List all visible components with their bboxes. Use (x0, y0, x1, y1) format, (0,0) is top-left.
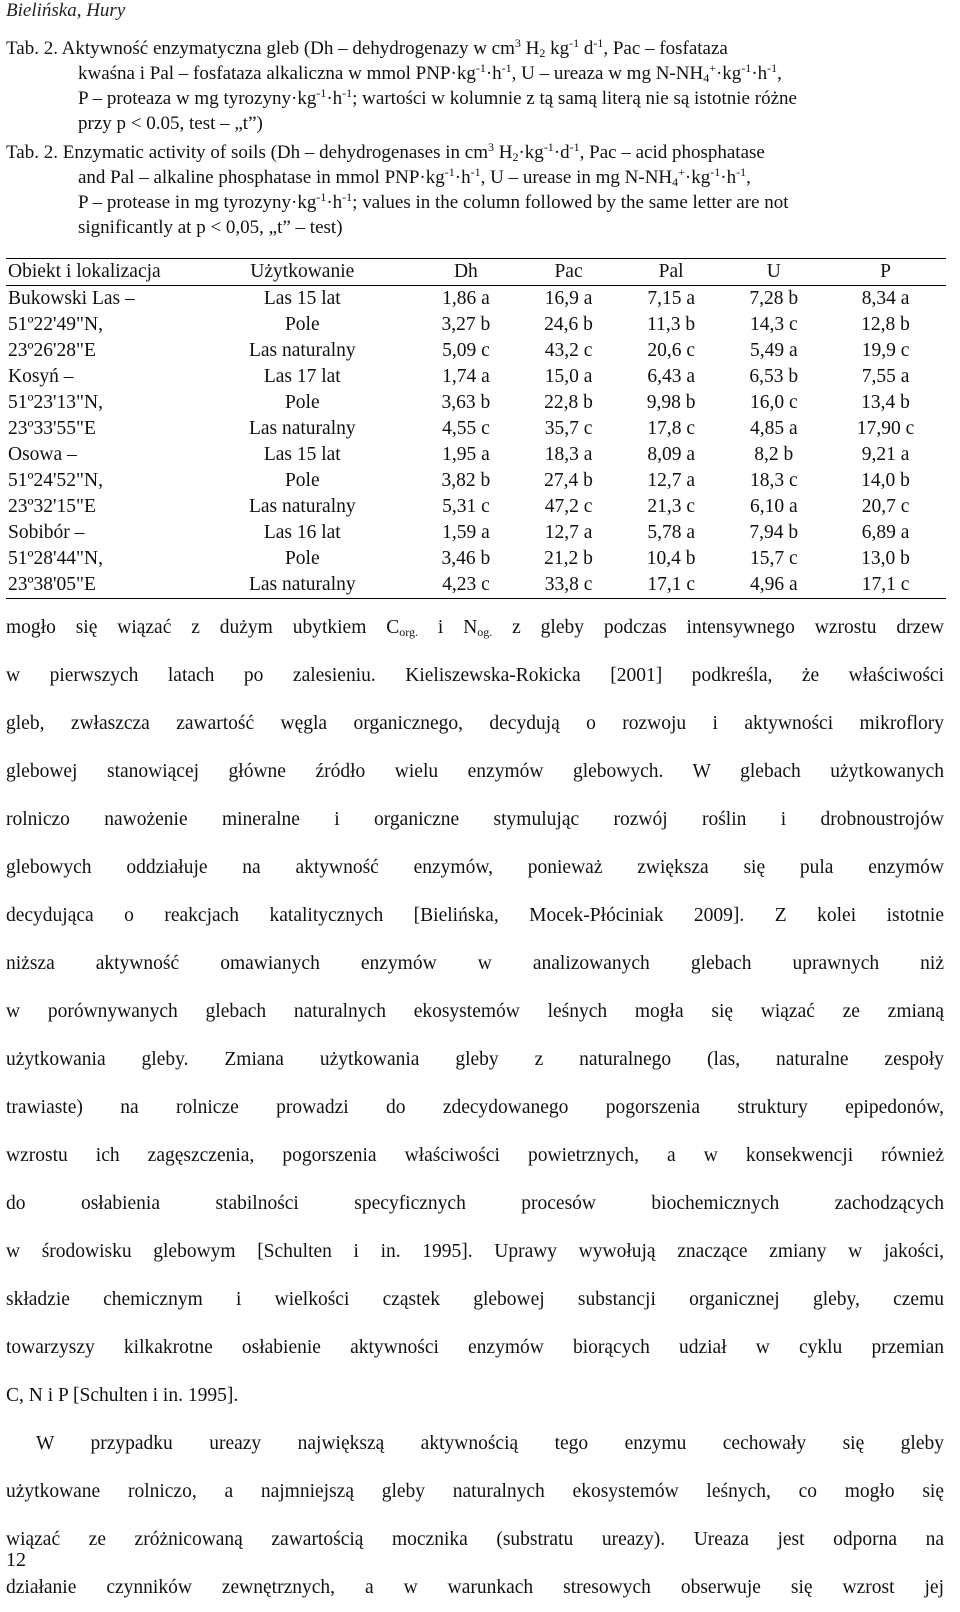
table-cell: 22,8 b (544, 392, 593, 413)
table-cell: 6,43 a (647, 366, 695, 387)
table-cell: 8,09 a (647, 444, 695, 465)
table-cell: Pole (284, 470, 320, 491)
page-number: 12 (6, 1549, 26, 1571)
table-cell: Las 15 lat (263, 444, 341, 465)
table-cell: 8,2 b (754, 444, 794, 465)
paragraph-1 (6, 604, 944, 1420)
table-row (6, 546, 946, 572)
paragraph-line: działanie czynników zewnętrznych, a w warunkach stresowych obserwuje się wzrost jej (6, 1577, 944, 1598)
table-cell: 3,27 b (441, 314, 491, 335)
table-cell: 6,10 a (749, 496, 798, 517)
table-cell: Las naturalny (248, 340, 356, 361)
table-cell: 20,6 c (647, 340, 695, 361)
paragraph-line: wiązać ze zróżnicowaną zawartością mocznika (substratu ureazy). Ureaza jest odporna na (6, 1529, 944, 1550)
table-cell: 21,2 b (544, 548, 593, 569)
paragraph-line: gleb, zwłaszcza zawartość węgla organicznego, decydują o rozwoju i aktywności mikroflory (6, 713, 944, 734)
table-cell: 10,4 b (646, 548, 696, 569)
table-cell: 7,55 a (861, 366, 910, 387)
paragraph-line: w pierwszych latach po zalesieniu. Kieliszewska-Rokicka [2001] podkreśla, że właściwości (6, 665, 944, 686)
table-cell: 14,3 c (749, 314, 798, 335)
header-location: Obiekt i lokalizacja (6, 259, 190, 286)
table-cell: 11,3 b (647, 314, 696, 335)
table-row (6, 442, 946, 468)
table-cell: 20,7 c (861, 496, 910, 517)
table-cell: Las naturalny (248, 496, 356, 517)
paragraph-line: glebowych oddziałuje na aktywność enzymów, ponieważ zwiększa się pula enzymów (6, 857, 944, 878)
table-header-row (6, 259, 946, 286)
table-cell: 4,96 a (722, 572, 825, 599)
table-row (6, 390, 946, 416)
table-cell: 14,0 b (861, 470, 910, 491)
table-cell: 5,09 c (442, 340, 490, 361)
table-cell: 3,46 b (441, 548, 491, 569)
table-caption-polish: Tab. 2. Aktywność enzymatyczna gleb (Dh – dehydrogenazy w $cm^3$ $H_2$ $kg^{-1}$ $d^{-1}$, Pac – fosfatazа kwaśna i Pal – fosfataza alkaliczna w mmol $PNP\cdot kg^{-1}\cdot h^{-1}$, U – ureaza w mg $N-NH_4^+\cdot kg^{-1}\cdot h^{-1}$, P – proteaza w mg $tyrozyny\cdot kg^{-1}\cdot h^{-1}$; wartości w kolumnie z tą samą literą nie są istotnie różne przy p < 0.05, test – „t”) (6, 36, 797, 134)
table-row (6, 572, 946, 599)
table-cell: 18,3 c (749, 470, 798, 491)
table-cell: 6,89 a (861, 522, 910, 543)
header-land-use: Użytkowanie (190, 259, 415, 286)
table-row (6, 416, 946, 442)
paragraph-line: decydująca o reakcjach katalitycznych [Bielińska, Mocek-Płóciniak 2009]. Z kolei istotnie (6, 905, 944, 926)
table-cell: 4,85 a (749, 418, 798, 439)
paragraph-line: mogło się wiązać z dużym ubytkiem $C_{org.}$ i $N_{og.}$ z gleby podczas intensywnego wzrostu drzew (6, 617, 944, 639)
table-cell: 5,49 a (749, 340, 798, 361)
table-cell: 47,2 c (544, 496, 593, 517)
table-row (6, 312, 946, 338)
table-cell: Las naturalny (190, 572, 415, 599)
table-cell: 9,98 b (646, 392, 696, 413)
table-cell: 9,21 a (861, 444, 910, 465)
table-cell: Bukowski Las – (8, 288, 135, 309)
paragraph-line: rolniczo nawożenie mineralne i organiczne stymulując rozwój roślin i drobnoustrojów (6, 809, 944, 830)
table-cell: 13,4 b (861, 392, 910, 413)
table-cell: 3,63 b (441, 392, 491, 413)
table-caption-english: Tab. 2. Enzymatic activity of soils (Dh – dehydrogenases in $cm^3$ $H_2\cdot kg^{-1}\cdot d^{-1}$, Pac – acid phosphatase and Pal – alkaline phosphatase in mmol $PNP\cdot kg^{-1}\cdot h^{-1}$, U – urease in mg $N-NH_4^+\cdot kg^{-1}\cdot h^{-1}$, P – protease in mg $tyrozyny\cdot kg^{-1}\cdot h^{-1}$; values in the column followed by the same letter are not significantly at p < 0,05, „t” – test) (6, 140, 789, 238)
table-cell: 17,90 c (856, 418, 915, 439)
paragraph-line: niższa aktywność omawianych enzymów w analizowanych glebach uprawnych niż (6, 953, 944, 974)
enzyme-activity-table (6, 258, 946, 599)
table-row (6, 468, 946, 494)
paragraph-line: wzrostu ich zagęszczenia, pogorszenia właściwości powietrznych, a w konsekwencji również (6, 1145, 944, 1166)
header-pac: Pac (517, 259, 620, 286)
paragraph-line: trawiaste) na rolnicze prowadzi do zdecydowanego pogorszenia struktury epipedonów, (6, 1097, 944, 1118)
table-row (6, 494, 946, 520)
table-cell: 51º24'52"N, (8, 470, 103, 491)
paragraph-line: towarzyszy kilkakrotne osłabienie aktywności enzymów biorących udział w cyklu przemian (6, 1337, 944, 1358)
header-p: P (825, 259, 946, 286)
table-cell: 51º28'44"N, (8, 548, 103, 569)
header-u: U (722, 259, 825, 286)
table-cell: Kosyń – (8, 366, 74, 387)
table-cell: Las 17 lat (263, 366, 341, 387)
paragraph-line: w porównywanych glebach naturalnych ekosystemów leśnych mogła się wiązać ze zmianą (6, 1001, 944, 1022)
table-cell: 23º38'05"E (6, 572, 190, 599)
table-row (6, 286, 946, 313)
table-cell: 13,0 b (861, 548, 910, 569)
table-cell: 6,53 b (749, 366, 799, 387)
table-cell: 19,9 c (861, 340, 910, 361)
table-cell: 8,34 a (861, 288, 910, 309)
table-cell: 33,8 c (517, 572, 620, 599)
table-cell: 12,7 a (544, 522, 593, 543)
table-cell: 27,4 b (544, 470, 593, 491)
table-row (6, 338, 946, 364)
paragraph-line: użytkowania gleby. Zmiana użytkowania gleby z naturalnego (las, naturalne zespoły (6, 1049, 944, 1070)
table-cell: 3,82 b (441, 470, 491, 491)
running-header: Bielińska, Hury (6, 0, 126, 21)
table-cell: Las 15 lat (263, 288, 341, 309)
table-cell: 12,7 a (647, 470, 695, 491)
table-cell: Pole (284, 392, 320, 413)
table-cell: 1,74 a (442, 366, 490, 387)
table-cell: Pole (284, 314, 320, 335)
table-cell: Sobibór – (8, 522, 85, 543)
table-cell: 51º22'49"N, (8, 314, 103, 335)
header-dh: Dh (415, 259, 518, 286)
table-cell: 16,9 a (544, 288, 593, 309)
table-cell: 17,1 c (620, 572, 723, 599)
table-cell: 5,78 a (647, 522, 695, 543)
table-cell: Osowa – (8, 444, 77, 465)
table-cell: Pole (284, 548, 320, 569)
table-cell: 15,0 a (544, 366, 593, 387)
table-cell: 4,23 c (415, 572, 518, 599)
table-cell: 7,94 b (749, 522, 799, 543)
table-cell: 15,7 c (749, 548, 798, 569)
table-cell: 51º23'13"N, (8, 392, 103, 413)
table-cell: 35,7 c (544, 418, 593, 439)
table-cell: 7,28 b (749, 288, 799, 309)
paragraph-line: składzie chemicznym i wielkości cząstek glebowej substancji organicznej gleby, czemu (6, 1289, 944, 1310)
table-cell: 17,8 c (647, 418, 695, 439)
paragraph-line: C, N i P [Schulten i in. 1995]. (6, 1385, 239, 1406)
header-pal: Pal (620, 259, 723, 286)
table-cell: 7,15 a (647, 288, 695, 309)
table-row (6, 364, 946, 390)
paragraph-2 (6, 1420, 944, 1612)
table-cell: 5,31 c (442, 496, 490, 517)
table-cell: 17,1 c (825, 572, 946, 599)
table-cell: 21,3 c (647, 496, 695, 517)
paragraph-line: w środowisku glebowym [Schulten i in. 1995]. Uprawy wywołują znaczące zmiany w jakości, (6, 1241, 944, 1262)
table-cell: 23º33'55"E (8, 418, 96, 439)
paragraph-line: W przypadku ureazy największą aktywnością tego enzymu cechowały się gleby (36, 1433, 944, 1454)
body-text (6, 604, 944, 1612)
table-cell: 1,86 a (442, 288, 490, 309)
table-cell: 24,6 b (544, 314, 593, 335)
table-cell: Las 16 lat (263, 522, 341, 543)
table-cell: 1,95 a (442, 444, 490, 465)
paragraph-line: glebowej stanowiącej główne źródło wielu enzymów glebowych. W glebach użytkowanych (6, 761, 944, 782)
table-cell: 23º26'28"E (8, 340, 96, 361)
table-cell: 23º32'15"E (8, 496, 96, 517)
table-cell: 18,3 a (544, 444, 593, 465)
table-cell: 1,59 a (442, 522, 490, 543)
table-row (6, 520, 946, 546)
table-cell: 12,8 b (861, 314, 910, 335)
table-cell: 4,55 c (442, 418, 490, 439)
table-cell: Las naturalny (248, 418, 356, 439)
table-cell: 16,0 c (749, 392, 798, 413)
paragraph-line: do osłabienia stabilności specyficznych procesów biochemicznych zachodzących (6, 1193, 944, 1214)
table-cell: 43,2 c (544, 340, 593, 361)
paragraph-line: użytkowane rolniczo, a najmniejszą gleby naturalnych ekosystemów leśnych, co mogło się (6, 1481, 944, 1502)
